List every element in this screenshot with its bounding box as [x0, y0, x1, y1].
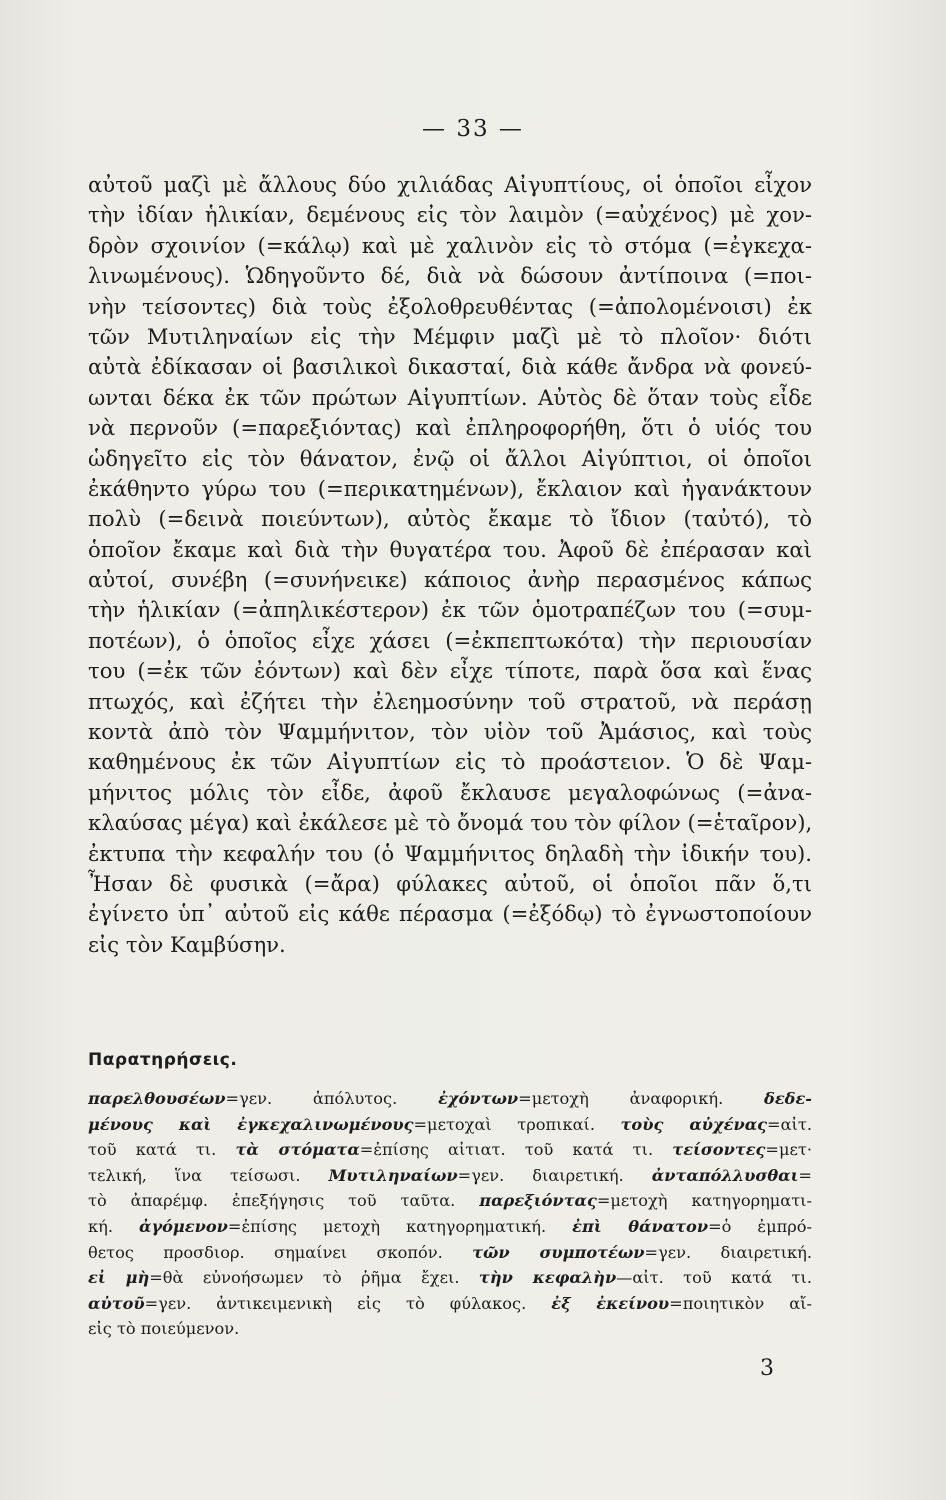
page-number: — 33 —: [422, 116, 524, 142]
note-text: —αἰτ. τοῦ κατά τι.: [616, 1268, 812, 1288]
note-term: τείσοντες: [672, 1140, 766, 1160]
text-line: καθημένους ἐκ τῶν Αἰγυπτίων εἰς τὸ προάστειον. Ὁ δὲ Ψαμ-: [88, 749, 812, 775]
note-text: εἰς τὸ ποιεύμενον.: [88, 1319, 240, 1339]
notes-heading: Παρατηρήσεις.: [88, 1050, 238, 1070]
note-term: ἐπὶ θάνατον: [572, 1216, 709, 1236]
text-line: ποτέων), ὁ ὁποῖος εἶχε χάσει (=ἐκπεπτωκότα) τὴν περιουσίαν: [88, 627, 812, 653]
note-line: [88, 1086, 812, 1112]
note-term: τοὺς αὐχένας: [620, 1114, 768, 1134]
text-line: ὁποῖον ἔκαμε καὶ διὰ τὴν θυγατέρα του. Ἀφοῦ δὲ ἐπέρασαν καὶ: [88, 536, 812, 562]
note-line: [88, 1112, 812, 1138]
note-text: =θὰ εὐνοήσωμεν τὸ ῥῆμα ἔχει.: [149, 1268, 479, 1288]
note-term: αὐτοῦ: [88, 1293, 145, 1313]
text-line: εἰς τὸν Καμβύσην.: [88, 931, 286, 957]
note-line: [88, 1240, 812, 1266]
note-term: Μυτιληναίων: [328, 1165, 458, 1185]
note-line: [88, 1316, 812, 1342]
text-line: ἐγίνετο ὑπ᾽ αὐτοῦ εἰς κάθε πέρασμα (=ἐξόδῳ) τὸ ἐγνωστοποίουν: [88, 901, 812, 927]
note-line: [88, 1265, 812, 1291]
note-text: =ἐπίσης μετοχὴ κατηγορηματική.: [227, 1216, 573, 1236]
text-line: κλαύσας μέγα) καὶ ἐκάλεσε μὲ τὸ ὄνομά του τὸν φίλον (=ἑταῖρον),: [88, 810, 812, 836]
note-line: [88, 1163, 812, 1189]
note-text: =μετοχαὶ τροπικαί.: [413, 1114, 621, 1134]
note-line: [88, 1291, 812, 1317]
note-line: [88, 1137, 812, 1163]
note-term: μένους καὶ ἐγκεχαλινωμένους: [88, 1114, 414, 1134]
note-term: εἰ μὴ: [88, 1268, 150, 1288]
note-text: τὸ ἀπαρέμφ. ἐπεξήγησις τοῦ ταῦτα.: [88, 1191, 480, 1211]
note-text: =ἐπίσης αἰτιατ. τοῦ κατά τι.: [359, 1140, 673, 1160]
note-text: =γεν. ἀπόλυτος.: [225, 1089, 439, 1108]
note-text: =ὁ ἐμπρό-: [708, 1216, 812, 1236]
note-term: παρελθουσέων: [88, 1089, 226, 1108]
text-line: λινωμένους). Ὡδηγοῦντο δέ, διὰ νὰ δώσουν ἀντίποινα (=ποι-: [88, 263, 812, 289]
text-line: ὡδηγεῖτο εἰς τὸν θάνατον, ἐνῷ οἱ ἄλλοι Αἰγύπτιοι, οἱ ὁποῖοι: [88, 445, 812, 471]
note-text: =: [798, 1165, 812, 1185]
note-term: ἐχόντων: [438, 1089, 519, 1108]
note-term: ἀγόμενον: [138, 1216, 228, 1236]
text-line: ἐκάθηντο γύρω του (=περικατημένων), ἔκλαιον καὶ ἠγανάκτουν: [88, 475, 812, 501]
note-text: =αἰτ.: [767, 1114, 812, 1134]
text-line: αὐτὰ ἐδίκασαν οἱ βασιλικοὶ δικασταί, διὰ κάθε ἄνδρα νὰ φονεύ-: [88, 354, 812, 380]
note-term: δεδε-: [764, 1089, 812, 1108]
text-line: νὰ περνοῦν (=παρεξιόντας) καὶ ἐπληροφορήθη, ὅτι ὁ υἱός του: [88, 415, 812, 441]
note-line: [88, 1188, 812, 1214]
text-line: νὴν τείσοντες) διὰ τοὺς ἐξολοθρευθέντας (=ἀπολομένοισι) ἐκ: [88, 293, 812, 319]
note-term: ἐξ ἐκείνου: [551, 1293, 670, 1313]
note-text: =γεν. διαιρετική.: [457, 1165, 652, 1185]
text-line: ἐκτυπα τὴν κεφαλήν του (ὁ Ψαμμήνιτος δηλαδὴ τὴν ἰδικήν του).: [88, 840, 812, 866]
note-term: τῶν συμποτέων: [472, 1242, 645, 1262]
text-line: δρὸν σχοινίον (=κάλῳ) καὶ μὲ χαλινὸν εἰς τὸ στόμα (=ἐγκεχα-: [88, 232, 812, 258]
note-term: παρεξιόντας: [479, 1191, 597, 1211]
note-text: =ποιητικὸν αἴ-: [669, 1293, 812, 1313]
text-line: του (=ἐκ τῶν ἐόντων) καὶ δὲν εἶχε τίποτε, παρὰ ὅσα καὶ ἕνας: [88, 658, 812, 684]
note-term: τὰ στόματα: [235, 1140, 360, 1160]
body-paragraph: [88, 170, 812, 960]
text-line: πτωχός, καὶ ἐζήτει τὴν ἐλεημοσύνην τοῦ στρατοῦ, νὰ περάσῃ: [88, 688, 812, 714]
text-line: μήνιτος μόλις τὸν εἶδε, ἀφοῦ ἔκλαυσε μεγαλοφώνως (=ἀνα-: [88, 779, 812, 805]
text-line: πολὺ (=δεινὰ ποιεύντων), αὐτὸς ἔκαμε τὸ ἴδιον (ταὐτό), τὸ: [88, 506, 812, 532]
text-line: Ἦσαν δὲ φυσικὰ (=ἄρα) φύλακες αὐτοῦ, οἱ ὁποῖοι πᾶν ὅ,τι: [88, 870, 812, 896]
text-line: ωνται δέκα ἐκ τῶν πρώτων Αἰγυπτίων. Αὐτὸς δὲ ὅταν τοὺς εἶδε: [88, 384, 812, 410]
note-text: =μετοχὴ κατηγορηματι-: [596, 1191, 812, 1211]
text-line: τῶν Μυτιληναίων εἰς τὴν Μέμφιν μαζὶ μὲ τὸ πλοῖον· διότι: [88, 323, 812, 349]
note-text: κή.: [88, 1216, 139, 1236]
signature-mark: 3: [760, 1356, 774, 1381]
text-line: τὴν ἡλικίαν (=ἀπηλικέστερον) ἐκ τῶν ὁμοτραπέζων του (=συμ-: [88, 597, 812, 623]
note-text: =γεν. ἀντικειμενικὴ εἰς τὸ φύλακος.: [144, 1293, 552, 1313]
notes-block: [88, 1086, 812, 1342]
note-text: τελική, ἵνα τείσωσι.: [88, 1165, 329, 1185]
text-line: κοντὰ ἀπὸ τὸν Ψαμμήνιτον, τὸν υἱὸν τοῦ Ἀμάσιος, καὶ τοὺς: [88, 719, 812, 745]
note-text: =γεν. διαιρετική.: [644, 1242, 812, 1262]
text-line: αὐτοί, συνέβη (=συνήνεικε) κάποιος ἀνὴρ περασμένος κάπως: [88, 567, 812, 593]
note-term: ἀνταπόλλυσθαι: [651, 1165, 799, 1185]
note-term: τὴν κεφαλὴν: [478, 1268, 617, 1288]
note-text: θετος προσδιορ. σημαίνει σκοπόν.: [88, 1242, 473, 1262]
note-line: [88, 1214, 812, 1240]
note-text: =μετοχὴ ἀναφορική.: [518, 1089, 765, 1108]
text-line: τὴν ἰδίαν ἡλικίαν, δεμένους εἰς τὸν λαιμὸν (=αὐχένος) μὲ χον-: [88, 202, 812, 228]
text-line: αὐτοῦ μαζὶ μὲ ἄλλους δύο χιλιάδας Αἰγυπτίους, οἱ ὁποῖοι εἶχον: [88, 172, 812, 197]
note-text: =μετ·: [765, 1140, 812, 1160]
note-text: τοῦ κατά τι.: [88, 1140, 236, 1160]
